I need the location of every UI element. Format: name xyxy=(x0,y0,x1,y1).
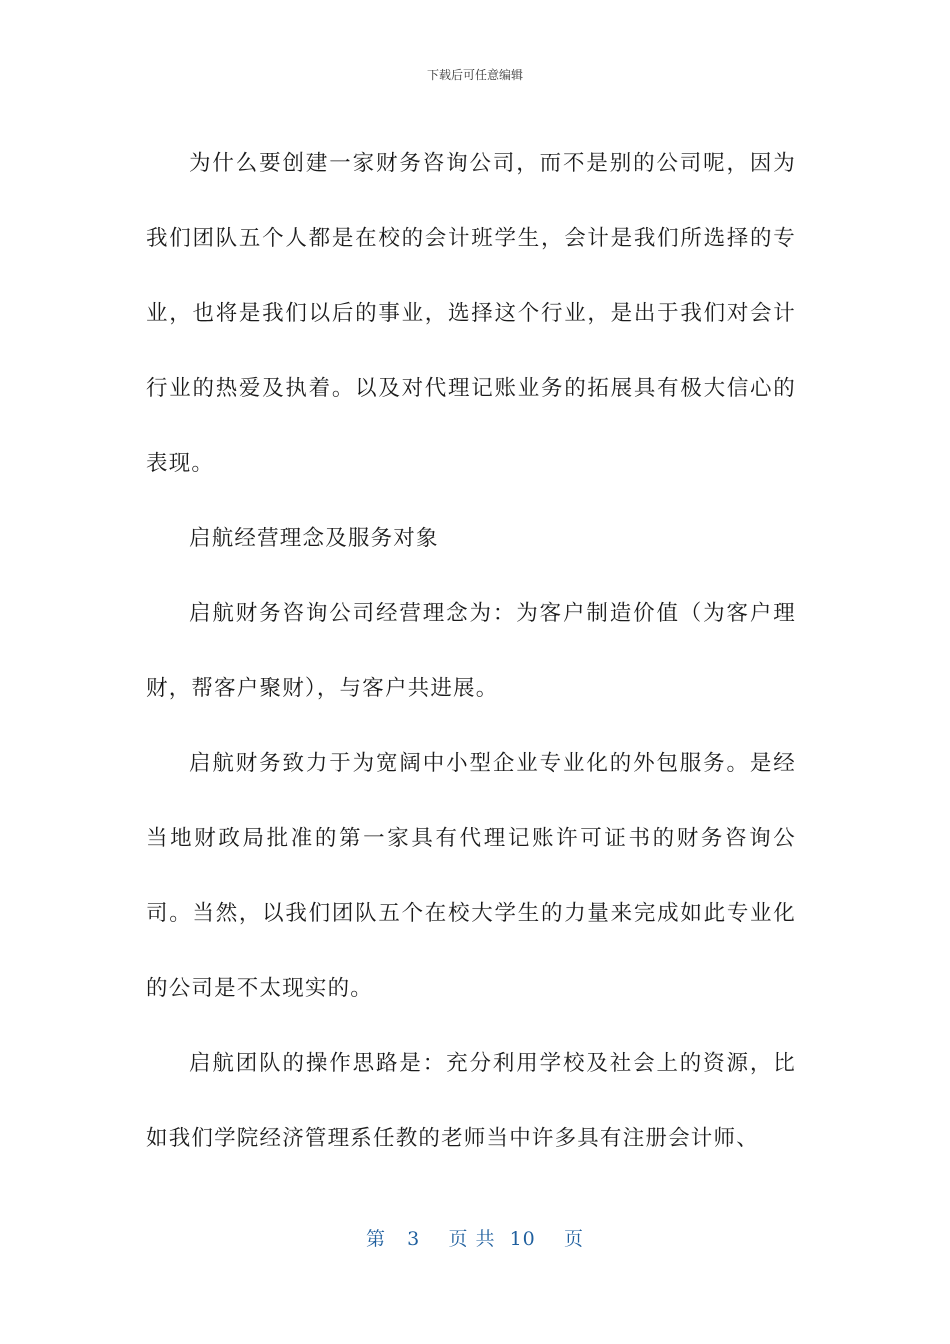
page-suffix: 页 xyxy=(563,1228,584,1250)
paragraph-3: 启航财务咨询公司经营理念为：为客户制造价值（为客户理财，帮客户聚财），与客户共进展。 xyxy=(146,601,796,701)
page-current: 3 xyxy=(407,1228,421,1250)
page-total: 10 xyxy=(509,1228,536,1250)
paragraph-5: 启航团队的操作思路是：充分利用学校及社会上的资源，比如我们学院经济管理系任教的老师当中许多具有注册会计师、 xyxy=(146,1051,796,1151)
page-number-footer xyxy=(0,1224,950,1251)
paragraph-1: 为什么要创建一家财务咨询公司，而不是别的公司呢，因为我们团队五个人都是在校的会计班学生，会计是我们所选择的专业，也将是我们以后的事业，选择这个行业，是出于我们对会计行业的热爱及执着。以及对代理记账业务的拓展具有极大信心的表现。 xyxy=(146,151,796,476)
page-middle: 页 共 xyxy=(448,1228,496,1250)
paragraph-2: 启航经营理念及服务对象 xyxy=(189,526,439,551)
document-body xyxy=(146,126,796,1176)
header-note: 下载后可任意编辑 xyxy=(426,68,523,82)
paragraph-4: 启航财务致力于为宽阔中小型企业专业化的外包服务。是经当地财政局批准的第一家具有代理记账许可证书的财务咨询公司。当然，以我们团队五个在校大学生的力量来完成如此专业化的公司是不太现实的。 xyxy=(146,751,796,1001)
page-prefix: 第 xyxy=(366,1228,387,1250)
